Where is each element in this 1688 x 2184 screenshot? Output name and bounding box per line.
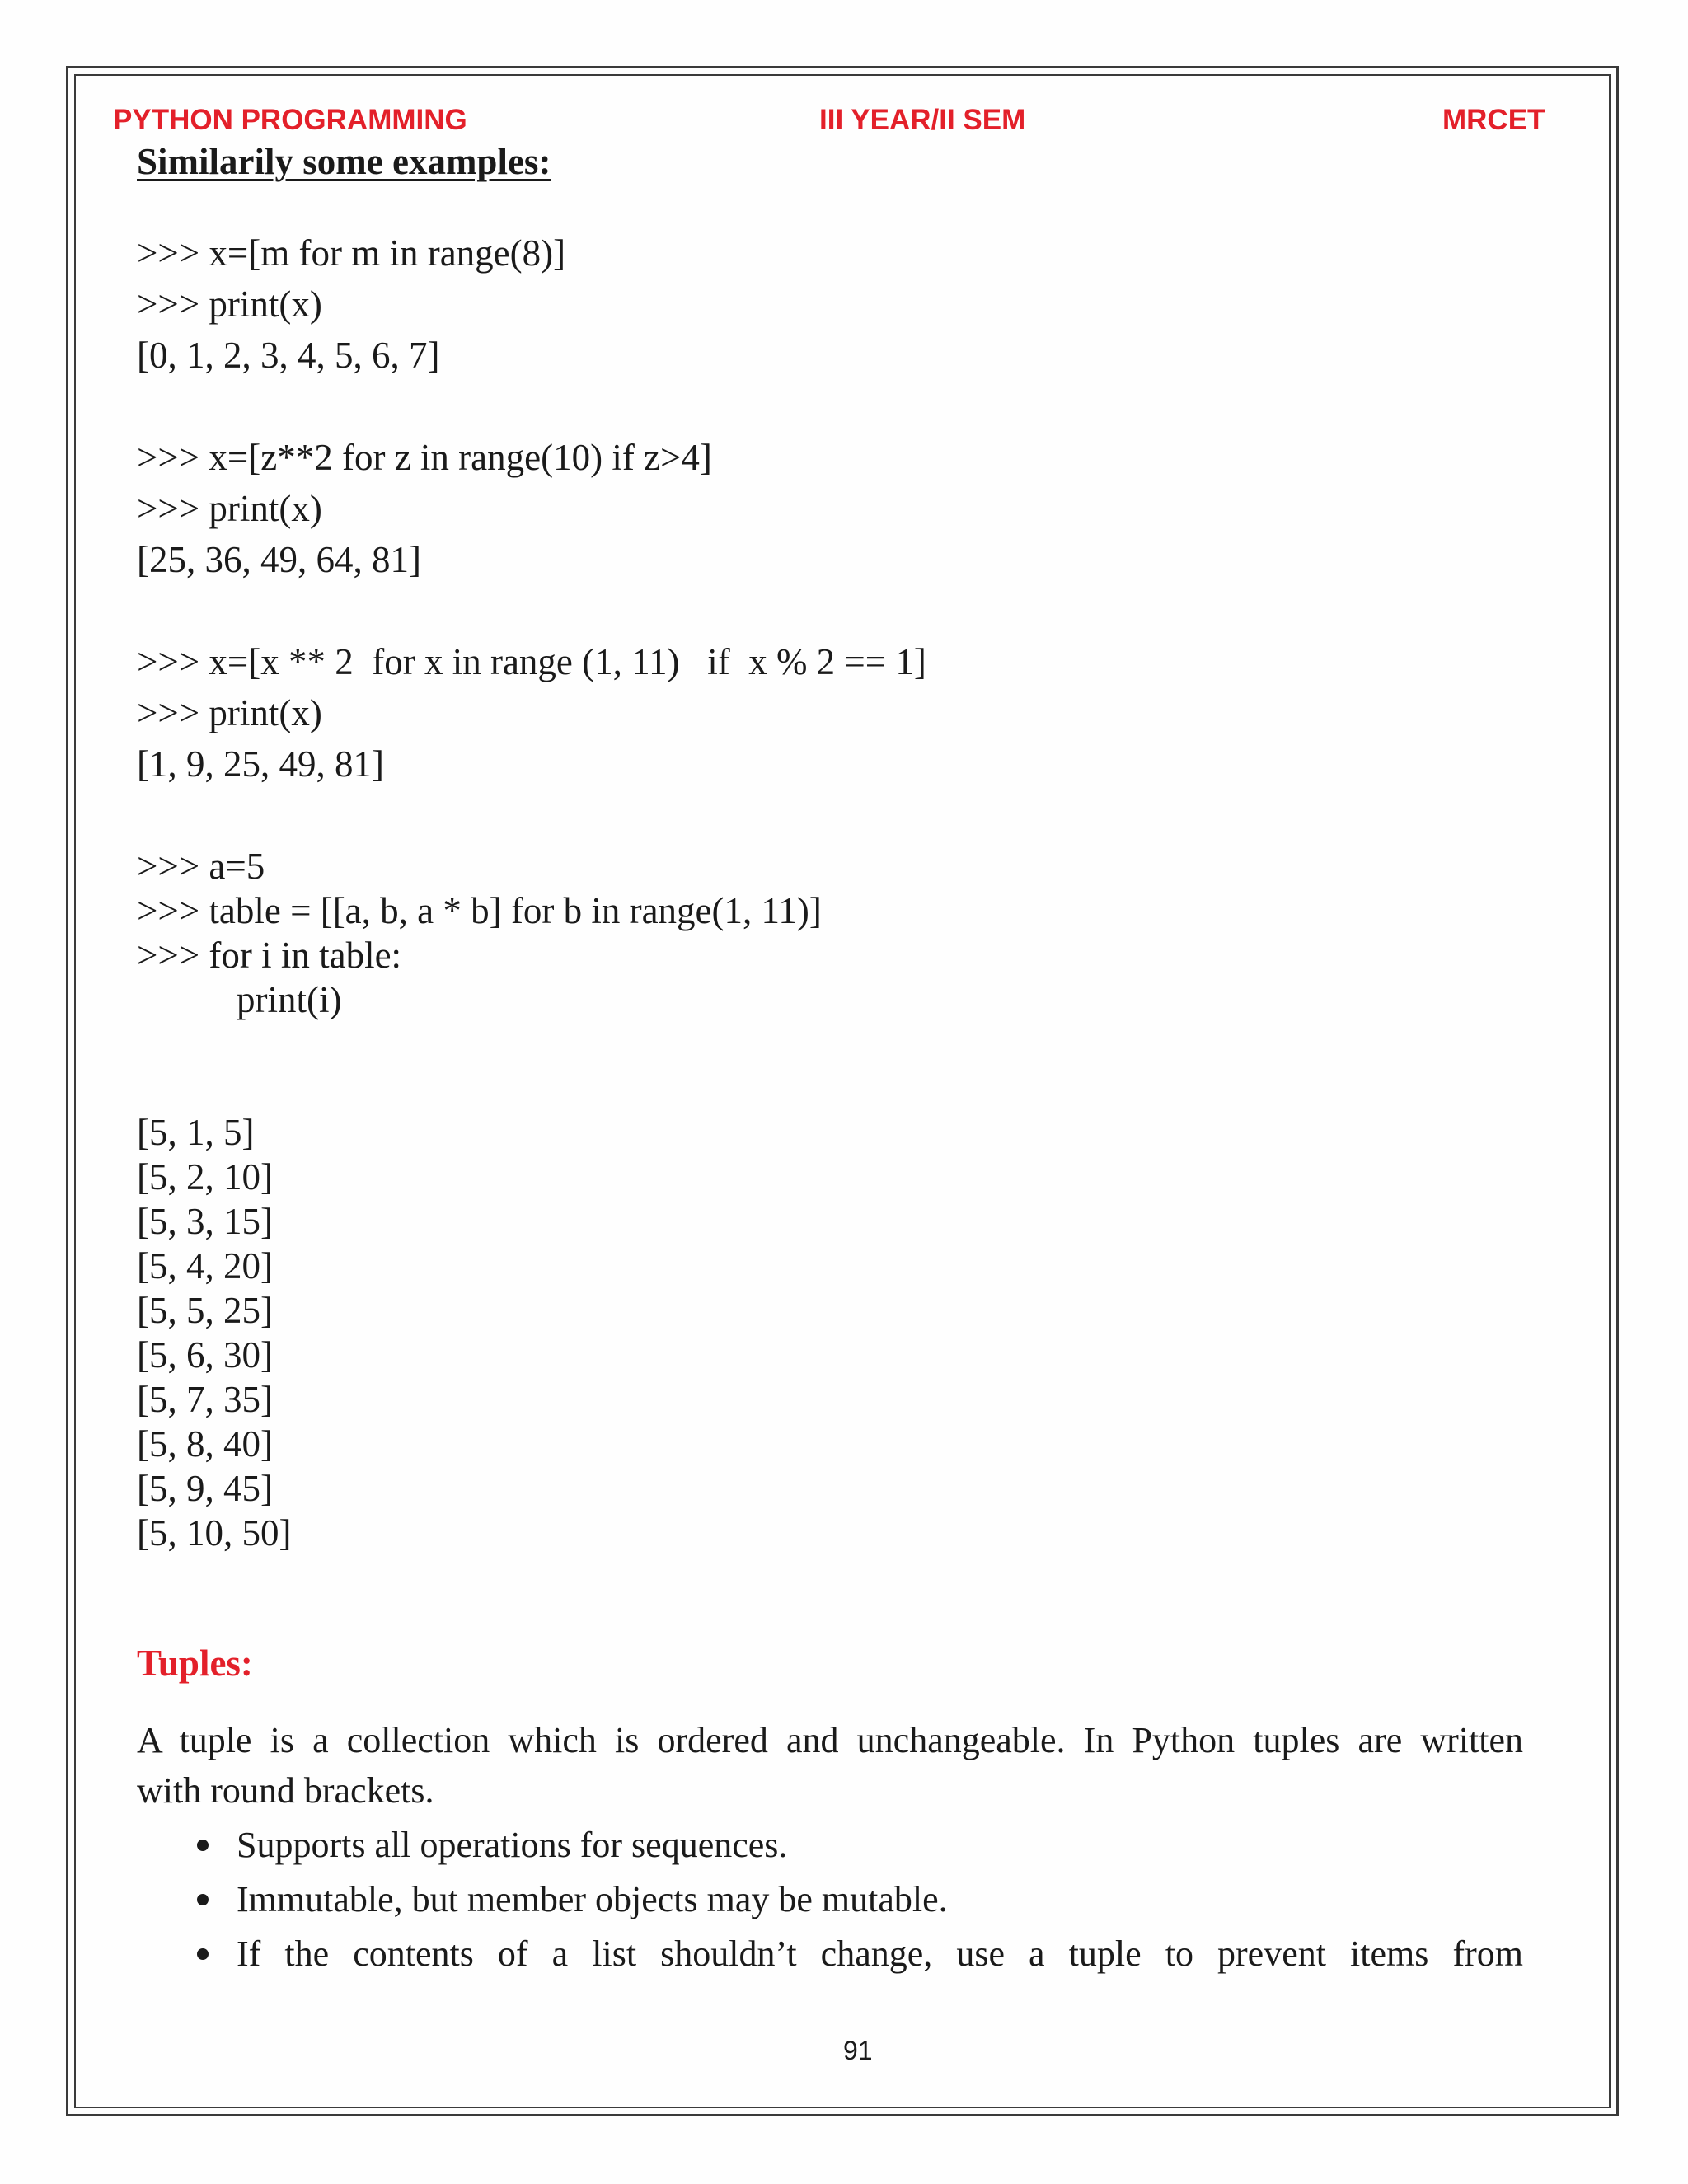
output-row: [5, 4, 20] [137, 1245, 273, 1286]
code-line: >>> print(x) [137, 488, 322, 529]
code-line: >>> x=[z**2 for z in range(10) if z>4] [137, 437, 712, 478]
code-line: >>> table = [[a, b, a * b] for b in range(1, 11)] [137, 890, 822, 931]
section-heading: Similarily some examples: [137, 141, 551, 182]
bullet-item: Immutable, but member objects may be mutable. [237, 1879, 948, 1919]
output-row: [5, 2, 10] [137, 1156, 273, 1197]
header-college: MRCET [1442, 104, 1545, 136]
code-line: >>> a=5 [137, 846, 265, 887]
tuples-paragraph-line: A tuple is a collection which is ordered and unchangeable. In Python tuples are written [137, 1720, 1523, 1760]
code-line: >>> print(x) [137, 284, 322, 325]
output-row: [5, 7, 35] [137, 1379, 273, 1420]
code-output: [25, 36, 49, 64, 81] [137, 539, 421, 580]
code-line: >>> x=[m for m in range(8)] [137, 232, 566, 274]
page-number: 91 [843, 2036, 873, 2065]
output-row: [5, 9, 45] [137, 1468, 273, 1509]
tuples-paragraph-line: with round brackets. [137, 1770, 434, 1811]
code-line: >>> x=[x ** 2 for x in range (1, 11) if x % 2 == 1] [137, 641, 926, 682]
output-row: [5, 8, 40] [137, 1423, 273, 1465]
code-line-indented: print(i) [237, 979, 342, 1020]
code-output: [0, 1, 2, 3, 4, 5, 6, 7] [137, 335, 440, 376]
tuples-heading: Tuples: [137, 1643, 253, 1684]
code-output: [1, 9, 25, 49, 81] [137, 743, 384, 785]
bullet-icon [197, 1840, 209, 1851]
output-row: [5, 1, 5] [137, 1112, 255, 1153]
code-line: >>> print(x) [137, 692, 322, 733]
output-row: [5, 10, 50] [137, 1512, 292, 1554]
bullet-item: Supports all operations for sequences. [237, 1825, 788, 1865]
header-year-semester: III YEAR/II SEM [819, 104, 1026, 136]
code-line: >>> for i in table: [137, 935, 402, 976]
bullet-icon [197, 1894, 209, 1905]
header-course-title: PYTHON PROGRAMMING [113, 104, 467, 136]
output-row: [5, 3, 15] [137, 1201, 273, 1242]
bullet-item: If the contents of a list shouldn’t change, use a tuple to prevent items from [237, 1933, 1523, 1974]
output-row: [5, 6, 30] [137, 1334, 273, 1376]
bullet-icon [197, 1948, 209, 1960]
output-row: [5, 5, 25] [137, 1290, 273, 1331]
